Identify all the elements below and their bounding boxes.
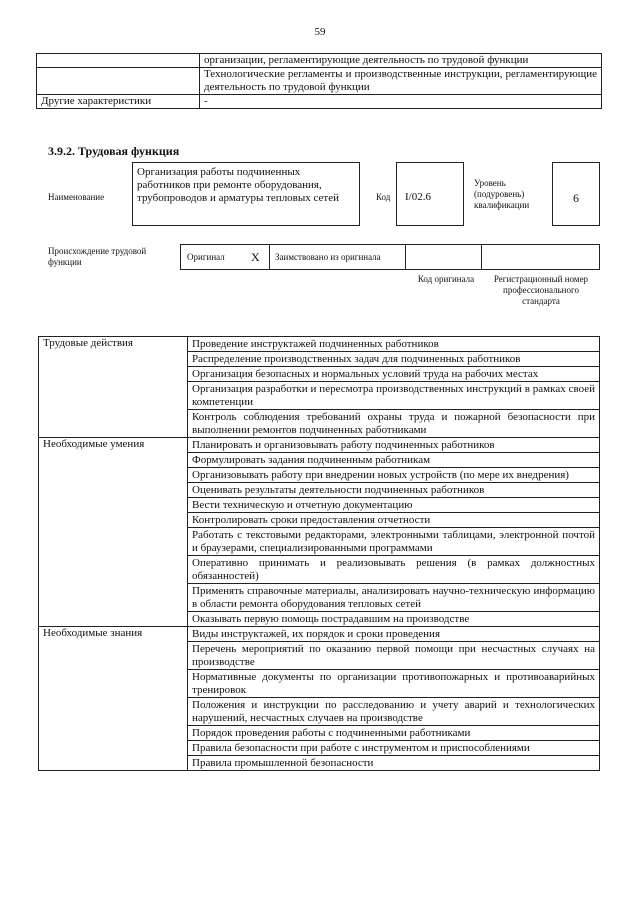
level-label: Уровень (подуровень) квалификации: [474, 178, 530, 210]
origin-row: [180, 244, 600, 270]
list-item: Распределение производственных задач для подчиненных работников: [188, 352, 600, 367]
original-label: Оригинал: [187, 252, 225, 262]
list-item: Нормативные документы по организации противопожарных и противоаварийных тренировок: [188, 670, 600, 698]
row-text: организации, регламентирующие деятельность по трудовой функции: [200, 54, 602, 68]
list-item: Организация разработки и пересмотра производственных инструкций в рамках своей компетенции: [188, 382, 600, 410]
row-label: Другие характеристики: [37, 95, 200, 109]
list-item: Работать с текстовыми редакторами, электронными таблицами, электронной почтой и браузерами, специализированными программами: [188, 528, 600, 556]
list-item: Планировать и организовывать работу подчиненных работников: [188, 438, 600, 453]
list-item: Положения и инструкции по расследованию и учету аварий и технологических нарушений, несчастных случаев на производстве: [188, 698, 600, 726]
list-item: Правила безопасности при работе с инструментом и приспособлениями: [188, 741, 600, 756]
list-item: Вести техническую и отчетную документацию: [188, 498, 600, 513]
group-header: Необходимые умения: [39, 438, 188, 627]
divider: [269, 244, 270, 270]
name-label: Наименование: [48, 192, 105, 202]
table-row: [39, 627, 600, 642]
list-item: Порядок проведения работы с подчиненными работниками: [188, 726, 600, 741]
group-header: Необходимые знания: [39, 627, 188, 771]
section-title: 3.9.2. Трудовая функция: [48, 144, 180, 158]
page-number: 59: [314, 26, 326, 38]
borrowed-label: Заимствовано из оригинала: [275, 252, 381, 262]
continuation-table: [36, 53, 602, 109]
list-item: Оценивать результаты деятельности подчиненных работников: [188, 483, 600, 498]
divider: [481, 244, 482, 270]
function-details-table: [38, 336, 600, 771]
list-item: Правила промышленной безопасности: [188, 756, 600, 771]
list-item: Применять справочные материалы, анализировать научно-техническую информацию в области ремонта оборудования тепловых сетей: [188, 584, 600, 612]
list-item: Оказывать первую помощь пострадавшим на производстве: [188, 612, 600, 627]
row-label: [37, 68, 200, 95]
row-label: [37, 54, 200, 68]
origin-label: Происхождение трудовой функции: [48, 246, 147, 267]
code-label: Код: [376, 192, 391, 202]
original-mark: X: [251, 250, 260, 264]
code-caption: Код оригинала: [417, 274, 475, 284]
list-item: Формулировать задания подчиненным работникам: [188, 453, 600, 468]
divider: [405, 244, 406, 270]
row-text: -: [200, 95, 602, 109]
level-value: 6: [552, 162, 600, 226]
list-item: Оперативно принимать и реализовывать решения (в рамках должностных обязанностей): [188, 556, 600, 584]
list-item: Виды инструктажей, их порядок и сроки проведения: [188, 627, 600, 642]
reg-caption: Регистрационный номер профессионального стандарта: [493, 274, 589, 306]
list-item: Перечень мероприятий по оказанию первой помощи при несчастных случаях на производстве: [188, 642, 600, 670]
list-item: Контролировать сроки предоставления отчетности: [188, 513, 600, 528]
table-row: [39, 438, 600, 453]
list-item: Организовывать работу при внедрении новых устройств (по мере их внедрения): [188, 468, 600, 483]
row-text: Технологические регламенты и производственные инструкции, регламентирующие деятельность по трудовой функции: [200, 68, 602, 95]
function-name: Организация работы подчиненных работников при ремонте оборудования, трубопроводов и арматуры тепловых сетей: [132, 162, 360, 226]
list-item: Контроль соблюдения требований охраны труда и пожарной безопасности при выполнении ремонтов подчиненных работниками: [188, 410, 600, 438]
table-row: [37, 54, 602, 68]
table-row: [37, 95, 602, 109]
table-row: [39, 337, 600, 352]
function-code: I/02.6: [396, 162, 464, 226]
list-item: Проведение инструктажей подчиненных работников: [188, 337, 600, 352]
table-row: [37, 68, 602, 95]
group-header: Трудовые действия: [39, 337, 188, 438]
list-item: Организация безопасных и нормальных условий труда на рабочих местах: [188, 367, 600, 382]
